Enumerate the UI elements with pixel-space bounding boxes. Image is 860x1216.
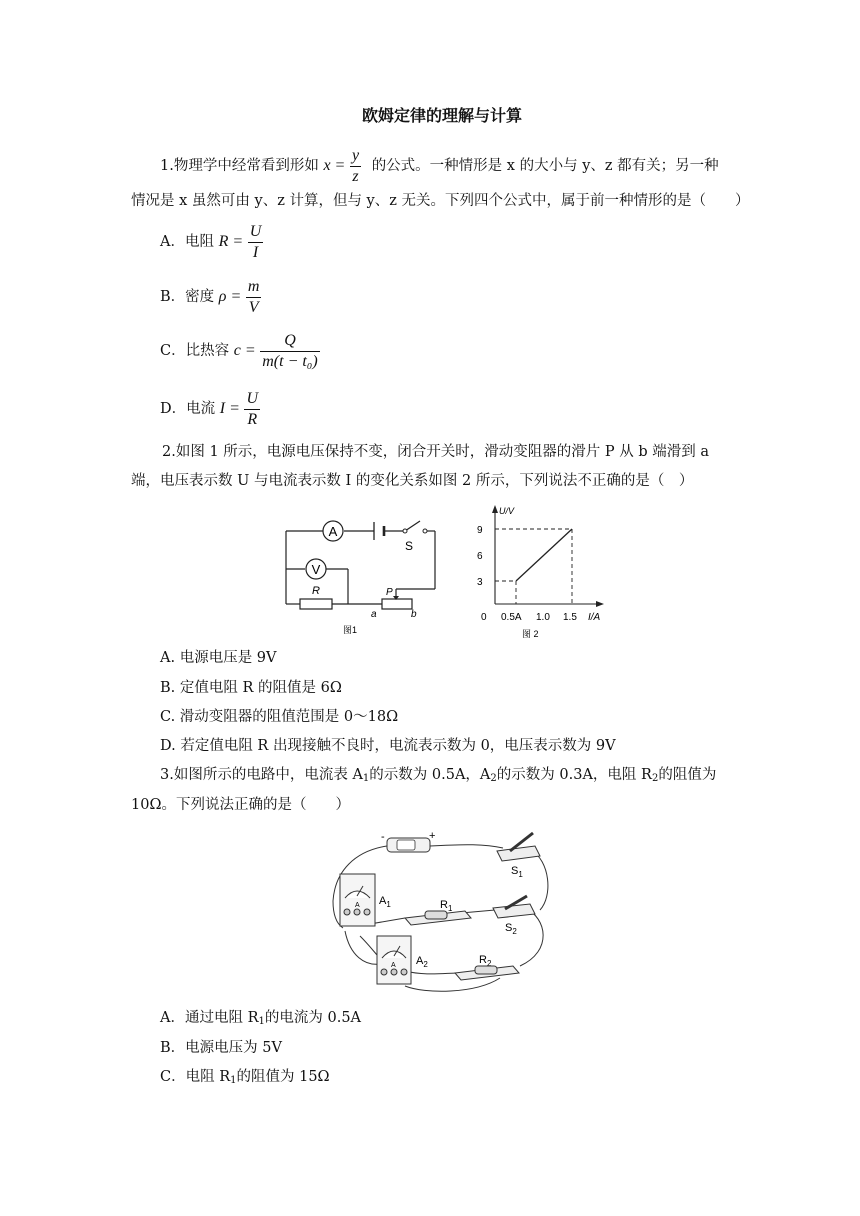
q1-option-c-den: m(t − t₀) xyxy=(262,352,318,370)
x-axis-label: I/A xyxy=(588,612,601,623)
q1-option-d-fraction xyxy=(244,390,260,428)
q1-option-d-den: R xyxy=(247,410,258,428)
q1-formula-denominator: z xyxy=(352,167,359,185)
q1-option-b xyxy=(160,278,261,316)
q2-line1: 2.如图 1 所示，电源电压保持不变，闭合开关时，滑动变阻器的滑片 P 从 b 端滑到 a xyxy=(162,444,710,460)
q1-option-d-lhs: I = xyxy=(219,400,240,418)
q2-option-a: A. 电源电压是 9V xyxy=(160,650,277,666)
resistor-label: R xyxy=(312,585,320,597)
battery-minus-label: - xyxy=(381,831,385,843)
q1-option-c xyxy=(160,332,320,370)
q1-option-d xyxy=(160,390,260,428)
switch-s2-icon xyxy=(493,896,535,918)
y-axis-label: U/V xyxy=(499,506,515,516)
battery-plus-label: + xyxy=(429,830,436,842)
q1-option-c-fraction xyxy=(260,332,319,370)
ammeter-a2-icon xyxy=(377,936,411,984)
q1-formula xyxy=(350,147,361,185)
q1-formula-numerator: y xyxy=(350,147,361,167)
rheostat-symbol xyxy=(382,599,412,609)
switch-s1-icon xyxy=(497,833,540,861)
origin-label: 0 xyxy=(481,612,487,623)
ammeter-label: A xyxy=(328,524,338,539)
q3-line1-sub3: 2 xyxy=(651,773,659,784)
q1-option-d-label: D．电流 xyxy=(160,401,216,418)
q3-option-a-sub: 1 xyxy=(258,1016,265,1027)
switch-contact-2 xyxy=(423,529,427,533)
x-axis-arrow-icon xyxy=(596,601,604,607)
graph-data-line xyxy=(516,529,572,581)
q1-option-d-num: U xyxy=(244,390,260,410)
q1-option-c-lhs: c = xyxy=(233,342,256,360)
q3-line2: 10Ω。下列说法正确的是（ ） xyxy=(131,797,350,813)
q1-line1-pre: 1.物理学中经常看到形如 xyxy=(160,158,319,175)
q3-line1-a: 3.如图所示的电路中，电流表 A xyxy=(160,767,363,783)
q1-line1-post: 的公式。一种情形是 x 的大小与 y、z 都有关；另一种 xyxy=(371,158,719,175)
x-tick-0-5: 0.5A xyxy=(501,612,522,623)
voltmeter-label: V xyxy=(311,562,321,577)
a2-dial-letter: A xyxy=(391,962,396,969)
q1-option-a-fraction xyxy=(248,223,264,261)
q1-option-b-num: m xyxy=(246,278,262,298)
battery-icon xyxy=(387,838,430,852)
y-tick-6: 6 xyxy=(477,551,483,562)
q1-option-b-label: B．密度 xyxy=(160,289,215,306)
resistor-r-symbol xyxy=(300,599,332,609)
q1-option-b-lhs: ρ = xyxy=(218,288,242,306)
q1-option-a xyxy=(160,223,263,261)
q2-figure2-graph xyxy=(465,500,615,645)
a1-dial-letter: A xyxy=(355,902,360,909)
q1-option-b-den: V xyxy=(248,298,259,316)
q1-option-b-fraction xyxy=(246,278,262,316)
q3-option-c-sub: 1 xyxy=(230,1075,237,1086)
q3-line1-c: 的示数为 0.5A，A xyxy=(369,767,491,783)
q1-option-a-den: I xyxy=(252,243,259,261)
x-tick-1-5: 1.5 xyxy=(563,612,577,623)
x-tick-1-0: 1.0 xyxy=(536,612,550,623)
q3-option-c-pre: C．电阻 R xyxy=(160,1069,231,1085)
battery-symbol xyxy=(374,522,384,540)
graph-axes xyxy=(495,509,600,604)
q1-line1 xyxy=(160,147,719,185)
q2-option-c: C. 滑动变阻器的阻值范围是 0～18Ω xyxy=(160,709,399,725)
resistor-r1-icon xyxy=(405,911,471,925)
q3-line1-sub1: 1 xyxy=(362,773,370,784)
q2-option-d: D. 若定值电阻 R 出现接触不良时，电流表示数为 0，电压表示数为 9V xyxy=(160,738,616,754)
switch-s2-label: $S_2$ xyxy=(505,922,517,936)
q3-option-a xyxy=(160,1011,361,1027)
figure2-caption: 图 2 xyxy=(522,629,539,639)
q3-line1-g: 的阻值为 xyxy=(658,767,717,783)
q2-line2: 端，电压表示数 U 与电流表示数 I 的变化关系如图 2 所示，下列说法不正确的是（ ） xyxy=(131,473,694,489)
ammeter-a1-label: $A_1$ xyxy=(379,895,391,909)
slider-label: P xyxy=(386,587,393,598)
q3-line1 xyxy=(160,768,716,784)
q3-option-c-post: 的阻值为 15Ω xyxy=(236,1069,330,1085)
q3-line1-sub2: 2 xyxy=(490,773,497,784)
q1-formula-lhs: x = xyxy=(323,157,346,175)
resistor-r2-icon xyxy=(455,966,519,980)
q1-line2: 情况是 x 虽然可由 y、z 计算，但与 y、z 无关。下列四个公式中，属于前一种情形的是（ ） xyxy=(131,193,750,209)
q2-option-b: B. 定值电阻 R 的阻值是 6Ω xyxy=(160,680,342,696)
q3-line1-e: 的示数为 0.3A，电阻 R xyxy=(496,767,652,783)
q1-option-c-label: C．比热容 xyxy=(160,343,230,360)
end-a-label: a xyxy=(371,609,377,620)
y-tick-9: 9 xyxy=(477,525,483,536)
switch-label: S xyxy=(405,539,414,553)
q1-option-a-num: U xyxy=(248,223,264,243)
q1-option-c-num: Q xyxy=(260,332,319,352)
q1-option-a-label: A．电阻 xyxy=(160,234,214,251)
q3-circuit-figure xyxy=(325,826,555,998)
q3-option-a-post: 的电流为 0.5A xyxy=(264,1010,362,1026)
ammeter-a1-icon xyxy=(340,874,375,926)
ammeter-a2-label: $A_2$ xyxy=(416,955,428,969)
resistor-r1-label: $R_1$ xyxy=(440,899,453,913)
q3-option-a-pre: A．通过电阻 R xyxy=(160,1010,259,1026)
q3-option-c xyxy=(160,1070,330,1086)
q2-figure1-circuit xyxy=(280,505,450,640)
switch-s1-label: $S_1$ xyxy=(511,865,523,879)
figure1-caption: 图1 xyxy=(343,625,358,635)
page-title: 欧姆定律的理解与计算 xyxy=(362,106,523,125)
q3-option-b: B．电源电压为 5V xyxy=(160,1040,282,1056)
y-axis-arrow-icon xyxy=(492,505,498,513)
resistor-r2-label: $R_2$ xyxy=(479,954,492,968)
switch-contact xyxy=(403,529,407,533)
end-b-label: b xyxy=(411,609,417,620)
y-tick-3: 3 xyxy=(477,577,483,588)
q1-option-a-lhs: R = xyxy=(218,233,244,251)
